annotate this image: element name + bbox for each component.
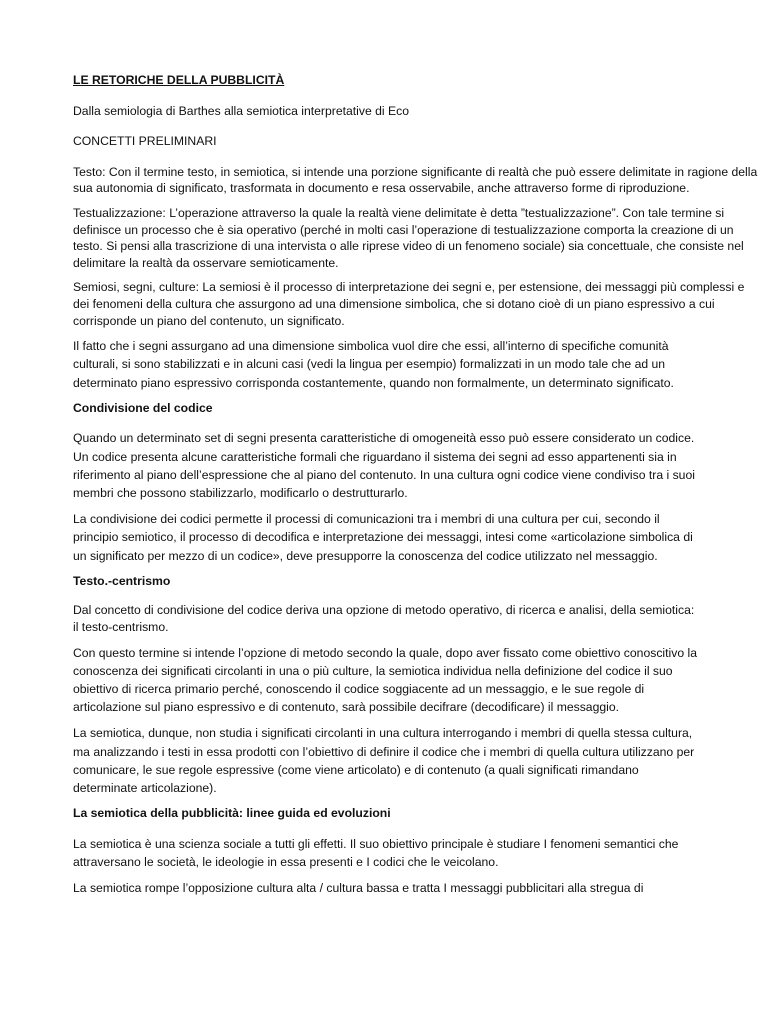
section-heading-concetti: CONCETTI PRELIMINARI — [73, 134, 217, 149]
paragraph-testualizzazione: Testualizzazione: L’operazione attraverso la quale la realtà viene delimitate è detta ”testualizzazione”. Con tale termine si definisce un processo che è sia operativo (perché in molti casi l’operazione di testualizzazione comporta la creazione di un testo. Si pensi alla trascrizione di una intervista o alle riprese video di un fenomeno sociale) sia concettuale, che consiste nel delimitare la realtà da osservare semioticamente. — [73, 205, 744, 270]
document-page — [73, 72, 763, 905]
paragraph-testo: Testo: Con il termine testo, in semiotica, si intende una porzione significante di realtà che può essere delimitate in ragione della sua autonomia di significato, trasformata in documento e resa osservabile, anche attraverso forme di riproduzione. — [73, 164, 758, 196]
heading-semiotica-pubblicita: La semiotica della pubblicità: linee guida ed evoluzioni — [73, 806, 391, 821]
paragraph-centrismo-1: Dal concetto di condivisione del codice deriva una opzione di metodo operativo, di ricerca e analisi, della semiotica: il testo-centrismo. — [73, 603, 695, 634]
heading-condivisione: Condivisione del codice — [73, 400, 213, 415]
paragraph-pubblicita-1: La semiotica è una scienza sociale a tutti gli effetti. Il suo obiettivo principale è studiare I fenomeni semantici che attraversano le società, le ideologie in essa presenti e I codici che le veicolano. — [73, 836, 679, 869]
heading-testo-centrismo: Testo.-centrismo — [73, 573, 171, 588]
paragraph-fatto: Il fatto che i segni assurgano ad una dimensione simbolica vuol dire che essi, all’interno di specifiche comunità culturali, si sono stabilizzati e in alcuni casi (vedi la lingua per esempio) formalizzati in un modo tale che ad un determinato piano espressivo corrisponda costantemente, quando non formalmente, un determinato significato. — [73, 339, 674, 390]
paragraph-semiosi: Semiosi, segni, culture: La semiosi è il processo di interpretazione dei segni e, per estensione, dei messaggi più complessi e dei fenomeni della cultura che assurgono ad una dimensione simbolica, che si dotano cioè di un piano espressivo a cui corrisponde un piano del contenuto, un significato. — [73, 280, 745, 328]
document-subtitle: Dalla semiologia di Barthes alla semiotica interpretative di Eco — [73, 103, 409, 118]
paragraph-pubblicita-2: La semiotica rompe l’opposizione cultura alta / cultura bassa e tratta I messaggi pubblicitari alla stregua di — [73, 881, 644, 896]
paragraph-centrismo-3: La semiotica, dunque, non studia i significati circolanti in una cultura interrogando i membri di quella stessa cultura, ma analizzando i testi in essa prodotti con l’obiettivo di definire il codice che i membri di quella cultura utilizzano per comunicare, le sue regole espressive (come viene articolato) e di contenuto (a quali significati rimandano determinate articolazione). — [73, 726, 695, 795]
document-title: LE RETORICHE DELLA PUBBLICITÀ — [73, 73, 285, 87]
paragraph-codice-1: Quando un determinato set di segni presenta caratteristiche di omogeneità esso può essere considerato un codice. Un codice presenta alcune caratteristiche formali che riguardano il sistema dei segni ad esso appartenenti sia in riferimento al piano dell’espressione che al piano del contenuto. In una cultura ogni codice viene condiviso tra i suoi membri che possono stabilizzarlo, modificarlo o destrutturarlo. — [73, 431, 695, 500]
paragraph-codice-2: La condivisione dei codici permette il processi di comunicazioni tra i membri di una cultura per cui, secondo il principio semiotico, il processo di decodifica e interpretazione dei messaggi, intesi come «articolazione simbolica di un significato per mezzo di un codice», deve presupporre la conoscenza del codice utilizzato nel messaggio. — [73, 512, 693, 563]
paragraph-centrismo-2: Con questo termine si intende l’opzione di metodo secondo la quale, dopo aver fissato come obiettivo conoscitivo la conoscenza dei significati circolanti in una o più culture, la semiotica individua nella definizione del codice il suo obiettivo di ricerca primario perché, conoscendo il codice soggiacente ad un messaggio, e le sue regole di articolazione sul piano espressivo e di contenuto, sarà possibile decifrare (decodificare) il messaggio. — [73, 645, 697, 715]
